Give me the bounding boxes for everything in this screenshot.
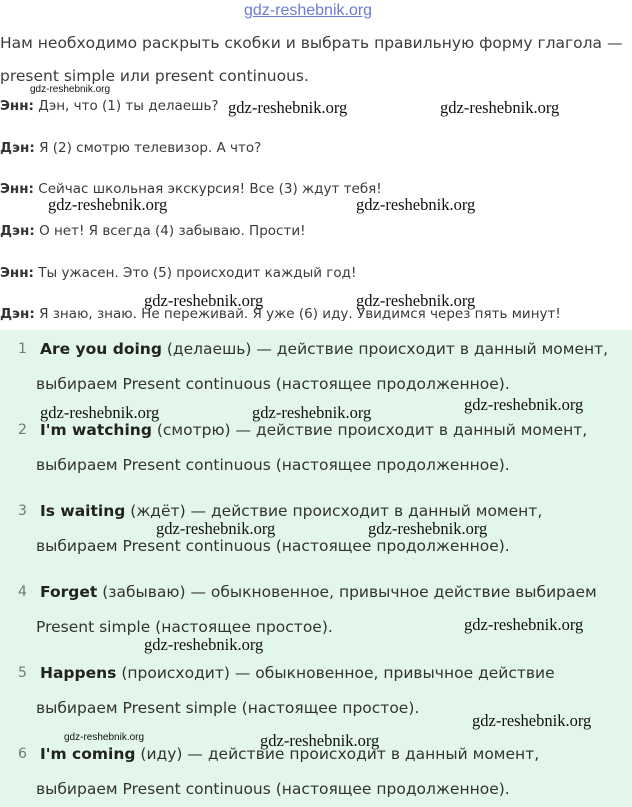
watermark: gdz-reshebnik.org bbox=[464, 395, 584, 414]
answer-line-2: Present simple (настоящее простое). bbox=[36, 618, 333, 636]
watermark: gdz-reshebnik.org bbox=[156, 519, 276, 538]
answer-line-1 bbox=[40, 421, 587, 439]
watermark: gdz-reshebnik.org bbox=[64, 732, 145, 743]
speaker: Дэн: bbox=[0, 223, 35, 239]
answer-line-2: выбираем Present continuous (настоящее продолженное). bbox=[36, 375, 510, 393]
dialogue-text: Дэн, что (1) ты делаешь? bbox=[38, 98, 219, 114]
answer-line-2: выбираем Present simple (настоящее простое). bbox=[36, 699, 420, 717]
answer-line-2: выбираем Present continuous (настоящее продолженное). bbox=[36, 456, 510, 474]
answer-explanation: (забываю) — обыкновенное, привычное действие выбираем bbox=[97, 583, 597, 601]
dialogue-line-4 bbox=[0, 223, 306, 239]
watermark: gdz-reshebnik.org bbox=[356, 291, 476, 310]
intro-line-1: Нам необходимо раскрыть скобки и выбрать правильную форму глагола — bbox=[0, 34, 623, 52]
watermark: gdz-reshebnik.org bbox=[472, 711, 592, 730]
answer-line-1 bbox=[40, 502, 542, 520]
answer-line-1 bbox=[40, 340, 608, 358]
watermark: gdz-reshebnik.org bbox=[30, 84, 111, 95]
watermark: gdz-reshebnik.org bbox=[356, 195, 476, 214]
dialogue-line-6 bbox=[0, 306, 561, 322]
answer-number: 6 bbox=[18, 746, 27, 762]
answer-number: 2 bbox=[18, 422, 27, 438]
watermark: gdz-reshebnik.org bbox=[260, 731, 380, 750]
answer-term: Is waiting bbox=[40, 502, 126, 520]
watermark: gdz-reshebnik.org bbox=[252, 403, 372, 422]
answer-term: I'm coming bbox=[40, 745, 136, 763]
dialogue-line-5 bbox=[0, 265, 356, 281]
dialogue-text: Сейчас школьная экскурсия! Все (3) ждут тебя! bbox=[38, 181, 382, 197]
speaker: Энн: bbox=[0, 181, 34, 197]
answer-line-1 bbox=[40, 583, 597, 601]
answer-number: 1 bbox=[18, 341, 27, 357]
answer-term: Happens bbox=[40, 664, 117, 682]
speaker: Энн: bbox=[0, 98, 34, 114]
dialogue-text: О нет! Я всегда (4) забываю. Прости! bbox=[39, 223, 306, 239]
answer-explanation: (ждёт) — действие происходит в данный момент, bbox=[125, 502, 543, 520]
speaker: Дэн: bbox=[0, 306, 35, 322]
answer-explanation: (иду) — действие происходит в данный момент, bbox=[135, 745, 540, 763]
answer-number: 5 bbox=[18, 665, 27, 681]
answer-line-2: выбираем Present continuous (настоящее продолженное). bbox=[36, 780, 510, 798]
watermark: gdz-reshebnik.org bbox=[464, 615, 584, 634]
speaker: Энн: bbox=[0, 265, 34, 281]
watermark: gdz-reshebnik.org bbox=[368, 519, 488, 538]
watermark: gdz-reshebnik.org bbox=[144, 291, 264, 310]
answer-explanation: (смотрю) — действие происходит в данный момент, bbox=[151, 421, 588, 439]
dialogue-text: Я знаю, знаю. Не переживай. Я уже (6) иду. Увидимся через пять минут! bbox=[39, 306, 561, 322]
dialogue-text: Я (2) смотрю телевизор. А что? bbox=[39, 140, 262, 156]
intro-line-2: present simple или present continuous. bbox=[0, 67, 309, 85]
dialogue-line-2 bbox=[0, 140, 261, 156]
watermark: gdz-reshebnik.org bbox=[440, 98, 560, 117]
answer-explanation: (происходит) — обыкновенное, привычное действие bbox=[116, 664, 555, 682]
answer-number: 3 bbox=[18, 503, 27, 519]
watermark: gdz-reshebnik.org bbox=[228, 98, 348, 117]
answer-line-1 bbox=[40, 664, 555, 682]
answer-explanation: (делаешь) — действие происходит в данный момент, bbox=[161, 340, 609, 358]
site-header-link[interactable]: gdz-reshebnik.org bbox=[244, 2, 373, 19]
answer-term: Are you doing bbox=[40, 340, 162, 358]
answer-term: I'm watching bbox=[40, 421, 152, 439]
watermark: gdz-reshebnik.org bbox=[40, 403, 160, 422]
answer-number: 4 bbox=[18, 584, 27, 600]
dialogue-line-1 bbox=[0, 98, 219, 114]
dialogue-text: Ты ужасен. Это (5) происходит каждый год! bbox=[38, 265, 357, 281]
speaker: Дэн: bbox=[0, 140, 35, 156]
watermark: gdz-reshebnik.org bbox=[144, 635, 264, 654]
answer-term: Forget bbox=[40, 583, 98, 601]
answer-line-2: выбираем Present continuous (настоящее продолженное). bbox=[36, 537, 510, 555]
watermark: gdz-reshebnik.org bbox=[48, 195, 168, 214]
